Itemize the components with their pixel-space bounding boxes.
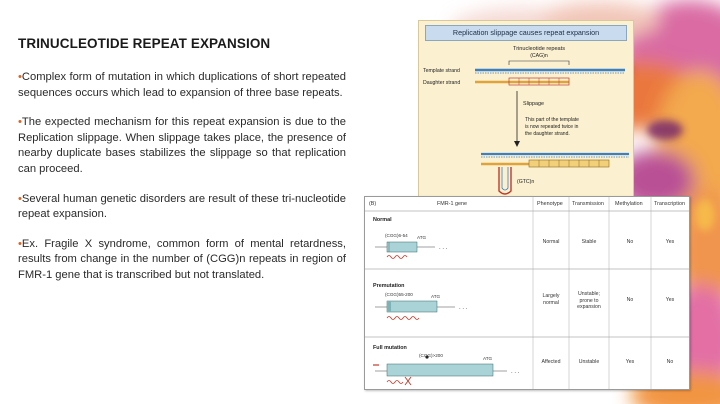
transcription-cell: No — [666, 359, 674, 365]
phenotype-cell: Normal — [542, 239, 560, 245]
start-codon: ATG — [431, 294, 441, 299]
start-codon: ATG — [417, 235, 427, 240]
bullet-item — [18, 192, 346, 223]
slippage-label: Slippage — [523, 101, 544, 107]
methylation-cell: Yes — [625, 359, 635, 365]
phenotype-cell: Largely normal — [542, 293, 560, 306]
bullet-item — [18, 70, 346, 101]
daughter-strand-label: Daughter strand — [423, 80, 461, 86]
ellipsis: . . . — [439, 245, 448, 251]
transmission-cell: Stable — [581, 239, 597, 245]
transmission-cell: Unstable — [578, 359, 600, 365]
repeat-count: (CGG)55-200 — [385, 292, 413, 297]
bullet-item — [18, 237, 346, 284]
start-codon: ATG — [483, 356, 493, 361]
template-strand-label: Template strand — [423, 68, 460, 74]
table-header-phenotype: Phenotype — [537, 201, 563, 207]
table-header-transmission: Transmission — [572, 201, 604, 207]
methylation-cell: No — [626, 239, 634, 245]
ellipsis: . . . — [511, 369, 520, 375]
slippage-note-2: is now repeated twice in — [525, 124, 579, 130]
slippage-diagram — [419, 21, 633, 197]
fmr1-table-figure — [364, 196, 690, 390]
slippage-note-3: the daughter strand. — [525, 131, 570, 137]
row-label-full-mutation: Full mutation — [373, 345, 407, 351]
repeat-count: (CGG)>200 — [419, 353, 443, 358]
repeat-label: Trinucleotide repeats — [512, 46, 566, 52]
bullet-text: Several human genetic disorders are result of these tri-nucleotide repeat expansion. — [18, 192, 346, 221]
bullet-marker: • — [18, 116, 22, 129]
transcription-cell: Yes — [665, 239, 675, 245]
bullet-item — [18, 115, 346, 177]
ellipsis: . . . — [459, 305, 468, 311]
row-label-normal: Normal — [373, 217, 392, 223]
row-label-premutation: Premutation — [373, 283, 405, 289]
bullet-marker: • — [18, 71, 22, 83]
bullet-marker: • — [18, 192, 22, 205]
loop-label: (GTC)n — [517, 179, 535, 185]
figure-header: Replication slippage causes repeat expansion — [425, 25, 627, 41]
table-header-gene: FMR-1 gene — [437, 201, 467, 207]
bullet-text: Complex form of mutation in which duplications of short repeated sequences occurs which lead to expansion of three base repeats. — [18, 71, 346, 99]
table-header-panel: (B) — [369, 201, 377, 207]
repeat-count: (CGG)6-54 — [385, 233, 408, 238]
bullet-list — [18, 70, 346, 298]
transmission-cell: Unstable; prone to expansion — [577, 291, 601, 310]
bullet-text: Ex. Fragile X syndrome, common form of mental retardness, results from change in the number of (CGG)n repeats in region of FMR-1 gene that is transcribed but not translated. — [18, 237, 346, 281]
slide-title: TRINUCLEOTIDE REPEAT EXPANSION — [18, 36, 271, 51]
table-header-transcription: Transcription — [654, 201, 685, 207]
table-header-methylation: Methylation — [615, 201, 643, 207]
bullet-text: The expected mechanism for this repeat expansion is due to the Replication slippage. When slippage takes place, the presence of nearby duplicate bases stabilizes the slippage so that replication can proceed. — [18, 116, 346, 175]
transcription-cell: Yes — [665, 297, 675, 303]
replication-slippage-figure — [418, 20, 634, 198]
slippage-note-1: This part of the template — [525, 117, 579, 123]
repeat-formula: (CAG)n — [530, 53, 548, 59]
methylation-cell: No — [626, 297, 634, 303]
phenotype-cell: Affected — [541, 359, 561, 365]
bullet-marker: • — [18, 237, 22, 250]
